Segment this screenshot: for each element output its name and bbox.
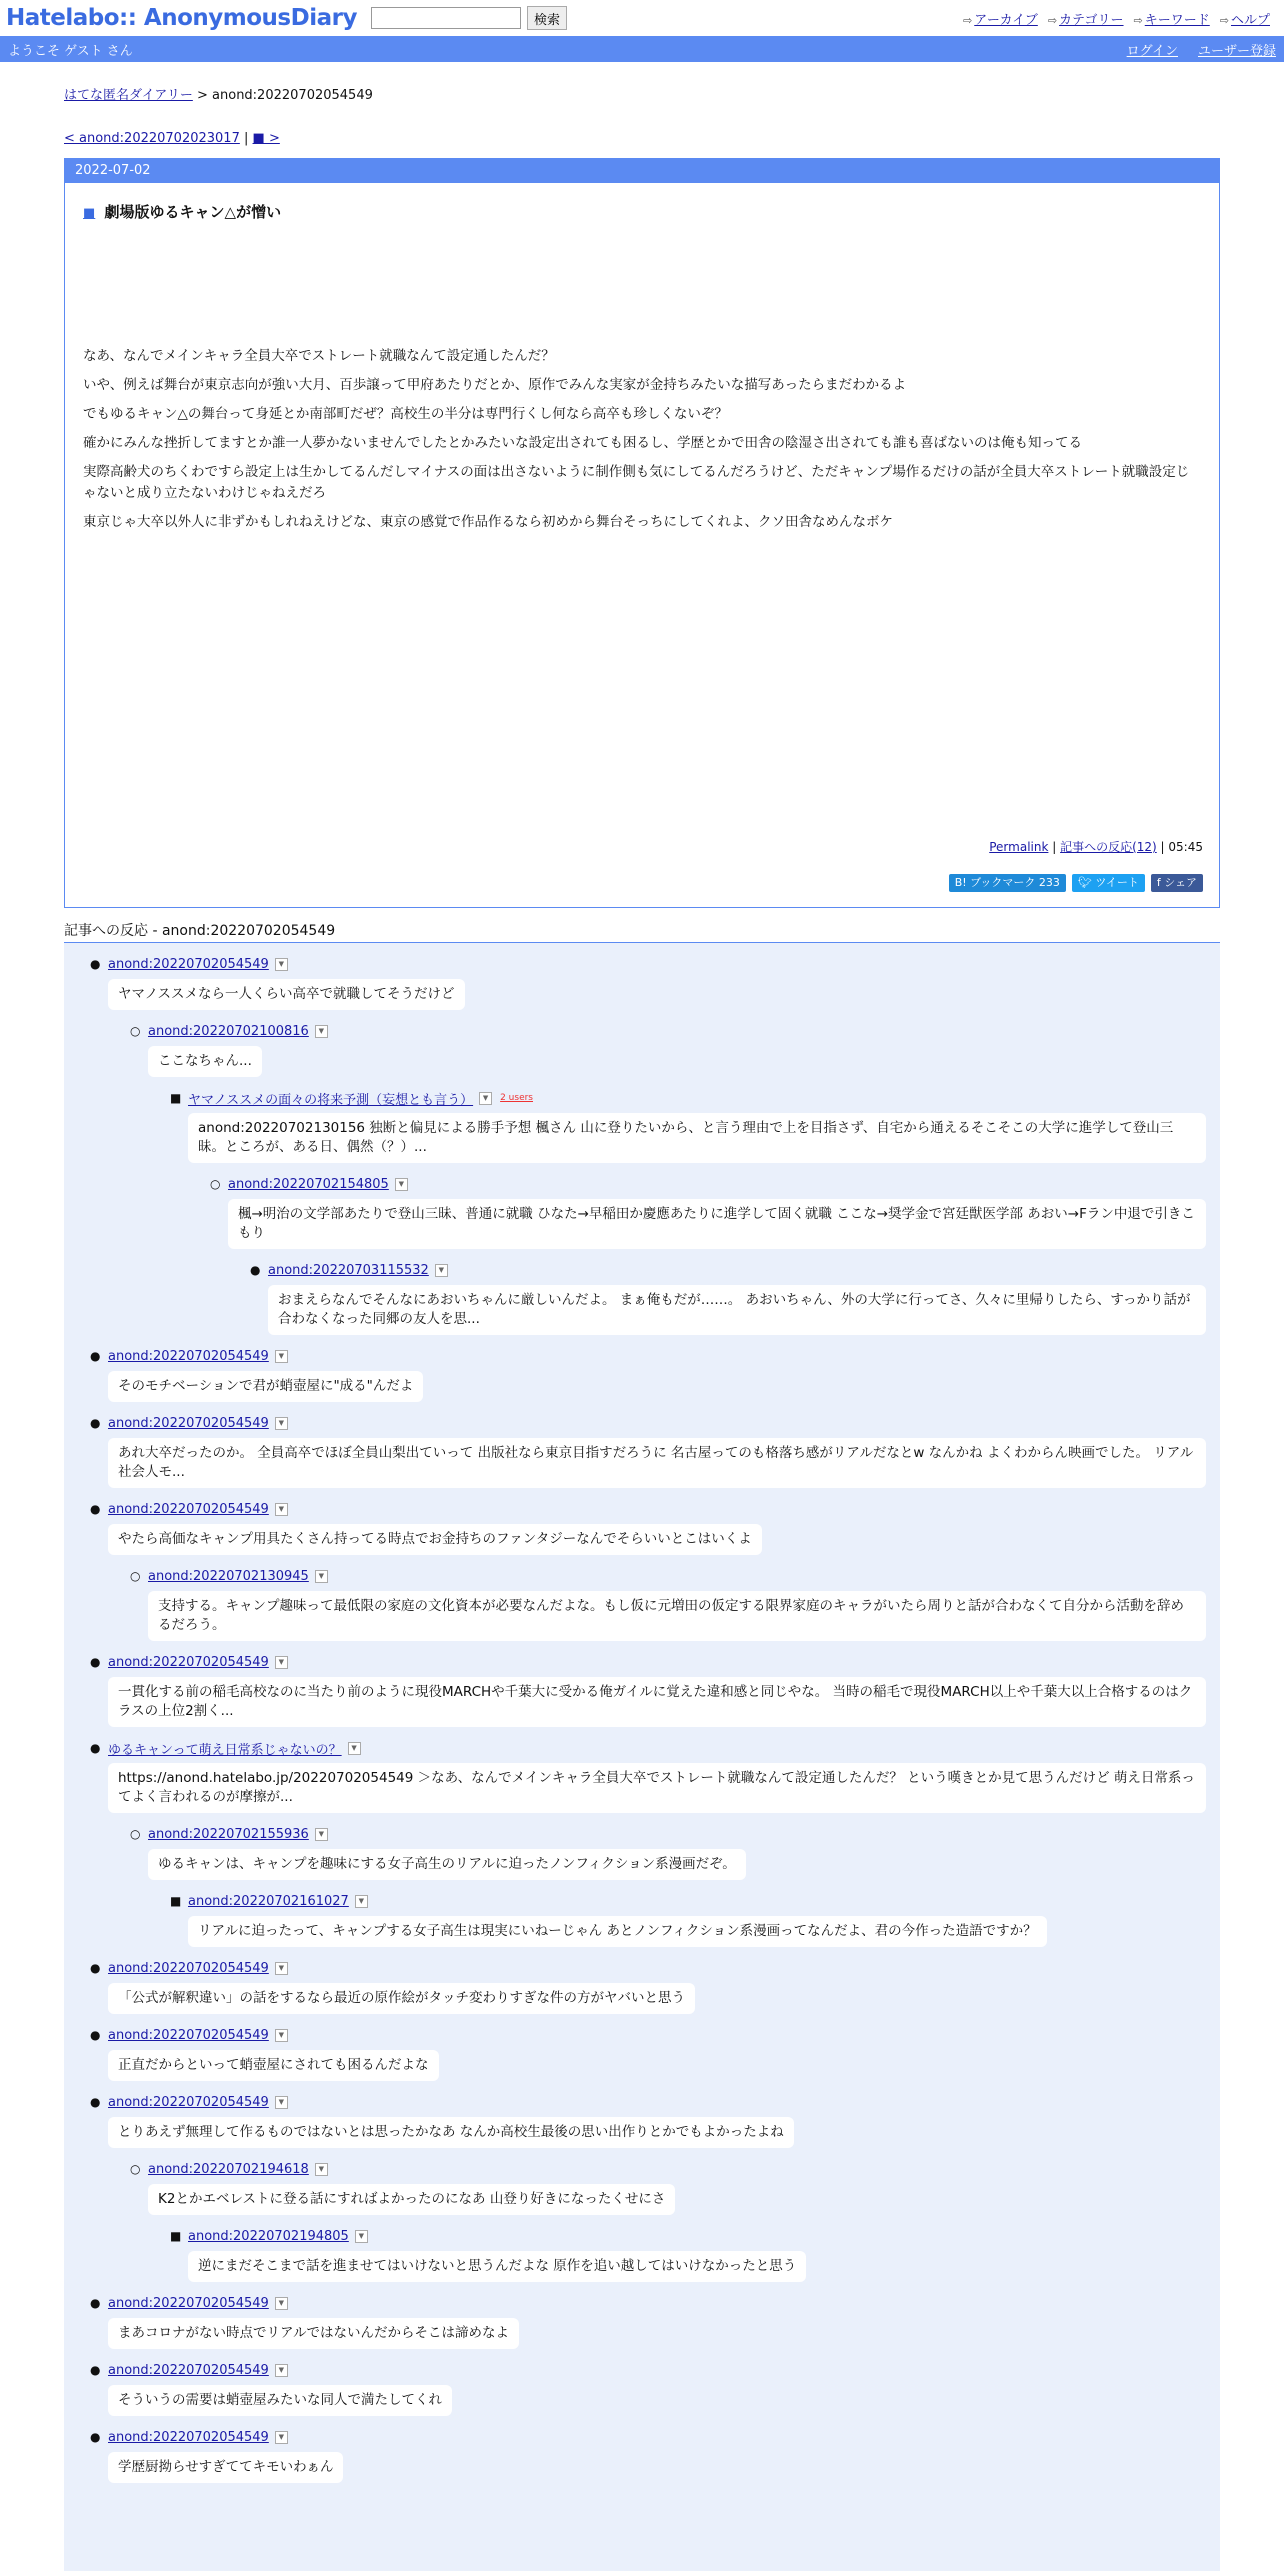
- bullet-icon: ○: [210, 1177, 221, 1191]
- reaction-link[interactable]: anond:20220702054549: [108, 2295, 269, 2311]
- main-content: [64, 84, 1220, 2571]
- bullet-icon: ○: [130, 2162, 141, 2176]
- bullet-icon: ○: [130, 1827, 141, 1841]
- entry-title-row: [83, 201, 1219, 222]
- reaction-excerpt: ヤマノススメなら一人くらい高卒で就職してそうだけど: [108, 979, 465, 1010]
- search-button[interactable]: 検索: [527, 6, 567, 30]
- bullet-icon: ●: [90, 1655, 101, 1669]
- chevron-down-icon[interactable]: ▼: [355, 1895, 368, 1908]
- reaction-link[interactable]: anond:20220702194805: [188, 2228, 349, 2244]
- reaction-item: [64, 1173, 1220, 1259]
- chevron-down-icon[interactable]: ▼: [275, 2029, 288, 2042]
- chevron-down-icon[interactable]: ▼: [275, 958, 288, 971]
- share-buttons: [949, 874, 1203, 892]
- entry-paragraph: でもゆるキャン△の舞台って身延とか南部町だぜ？高校生の半分は専門行くし何なら高卒も珍しくないぞ？: [83, 406, 728, 422]
- signup-link[interactable]: ユーザー登録: [1197, 43, 1276, 59]
- chevron-down-icon[interactable]: ▼: [435, 1264, 448, 1277]
- hatena-bookmark-button[interactable]: B! ブックマーク 233: [949, 874, 1066, 892]
- entry-paragraph: 東京じゃ大卒以外人に非ずかもしれねえけどな、東京の感覚で作品作るなら初めから舞台そっちにしてくれよ、クソ田舎なめんなボケ: [83, 514, 893, 530]
- category-link[interactable]: カテゴリー: [1059, 13, 1124, 28]
- bullet-icon: ●: [90, 2363, 101, 2377]
- entry-paragraph: 実際高齢犬のちくわですら設定上は生かしてるんだしマイナスの面は出さないように制作側も気にしてるんだろうけど、ただキャンプ場作るだけの話が全員大卒ストレート就職設定じゃないと成り立たないわけじゃねえだろ: [83, 464, 1190, 501]
- tweet-label: ツイート: [1095, 876, 1139, 889]
- chevron-down-icon[interactable]: ▼: [275, 2431, 288, 2444]
- bullet-icon: ○: [130, 1024, 141, 1038]
- bullet-icon: ●: [90, 2430, 101, 2444]
- chevron-down-icon[interactable]: ▼: [275, 1417, 288, 1430]
- reaction-link-row: [108, 2292, 1206, 2314]
- chevron-down-icon[interactable]: ▼: [275, 2297, 288, 2310]
- reaction-excerpt: K2とかエベレストに登る話にすればよかったのになあ 山登り好きになったくせにさ: [148, 2184, 675, 2215]
- reaction-link[interactable]: anond:20220702100816: [148, 1023, 309, 1039]
- arrow-icon: ⇨: [963, 14, 973, 27]
- reaction-excerpt: やたら高価なキャンプ用具たくさん持ってる時点でお金持ちのファンタジーなんでそらいいとこはいくよ: [108, 1524, 762, 1555]
- reaction-link[interactable]: anond:20220702154805: [228, 1176, 389, 1192]
- bullet-icon: ■: [170, 2229, 182, 2243]
- reaction-excerpt: ゆるキャンは、キャンプを趣味にする女子高生のリアルに迫ったノンフィクション系漫画だぞ。: [148, 1849, 746, 1880]
- chevron-down-icon[interactable]: ▼: [275, 2096, 288, 2109]
- bullet-icon: ■: [170, 1894, 182, 1908]
- entry-paragraph: なあ、なんでメインキャラ全員大卒でストレート就職なんて設定通したんだ？: [83, 348, 555, 364]
- header-links: [963, 9, 1270, 28]
- bullet-icon: ●: [90, 1502, 101, 1516]
- reaction-link-row: [108, 1651, 1206, 1673]
- entry-title: 劇場版ゆるキャン△が憎い: [104, 203, 282, 221]
- reaction-link-row: [188, 2225, 1206, 2247]
- reaction-link-row: [108, 1412, 1206, 1434]
- next-entry-link[interactable]: ■ >: [252, 131, 280, 146]
- entry-date: 2022-07-02: [65, 159, 1219, 183]
- chevron-down-icon[interactable]: ▼: [479, 1092, 492, 1105]
- arrow-icon: ⇨: [1133, 14, 1143, 27]
- reaction-excerpt: おまえらなんでそんなにあおいちゃんに厳しいんだよ。 まぁ俺もだが……。 あおいちゃん、外の大学に行ってさ、久々に里帰りしたら、すっかり話が合わなくなった同郷の友人を思...: [268, 1285, 1206, 1335]
- bullet-icon: ●: [90, 1961, 101, 1975]
- chevron-down-icon[interactable]: ▼: [348, 1742, 361, 1755]
- reaction-link[interactable]: anond:20220702194618: [148, 2161, 309, 2177]
- reaction-excerpt: 一貫化する前の稲毛高校なのに当たり前のように現役MARCHや千葉大に受かる俺ガイルに覚えた違和感と同じやな。 当時の稲毛で現役MARCH以上や千葉大以上合格するのはクラスの上位2割く...: [108, 1677, 1206, 1727]
- keyword-link[interactable]: キーワード: [1144, 13, 1210, 28]
- reaction-excerpt: 支持する。キャンプ趣味って最低限の家庭の文化資本が必要なんだよな。もし仮に元増田の仮定する限界家庭のキャラがいたら周りと話が合わなくて自分から活動を辞めるだろう。: [148, 1591, 1206, 1641]
- chevron-down-icon[interactable]: ▼: [315, 1828, 328, 1841]
- chevron-down-icon[interactable]: ▼: [275, 1503, 288, 1516]
- reaction-excerpt: 逆にまだそこまで話を進ませてはいけないと思うんだよな 原作を追い越してはいけなかったと思う: [188, 2251, 806, 2282]
- pager: [64, 131, 1220, 146]
- bullet-icon: ●: [250, 1263, 261, 1277]
- reaction-item: [64, 1957, 1220, 2024]
- user-bar: [0, 36, 1284, 62]
- bullet-icon: ○: [130, 1569, 141, 1583]
- entry-footer: Permalink | 記事への反応(12) | 05:45: [989, 840, 1203, 854]
- bullet-icon: ●: [90, 2028, 101, 2042]
- reaction-item: [64, 2024, 1220, 2091]
- chevron-down-icon[interactable]: ▼: [275, 2364, 288, 2377]
- bullet-icon: ●: [90, 957, 101, 971]
- reaction-excerpt: あれ大卒だったのか。 全員高卒でほぼ全員山梨出ていって 出版社なら東京目指すだろうに 名古屋ってのも格落ち感がリアルだなとw なんかね よくわからん映画でした。 リアル社会人モ...: [108, 1438, 1206, 1488]
- reaction-link-row: [148, 1020, 1206, 1042]
- reaction-link[interactable]: anond:20220702054549: [108, 2429, 269, 2445]
- reaction-excerpt: ここなちゃん...: [148, 1046, 262, 1077]
- reaction-item: [64, 1087, 1220, 1173]
- reactions-list: [64, 943, 1220, 2571]
- reaction-item: [64, 1020, 1220, 1087]
- breadcrumb: [64, 84, 1220, 103]
- bullet-icon: ●: [90, 1349, 101, 1363]
- reaction-link[interactable]: anond:20220703115532: [268, 1262, 429, 1278]
- reaction-link-row: [268, 1259, 1206, 1281]
- reaction-link-row: [108, 1345, 1206, 1367]
- arrow-icon: ⇨: [1047, 14, 1058, 27]
- reaction-link[interactable]: anond:20220702054549: [108, 2094, 269, 2110]
- reaction-item: [64, 1890, 1220, 1957]
- chevron-down-icon[interactable]: ▼: [395, 1178, 408, 1191]
- chevron-down-icon[interactable]: ▼: [315, 1570, 328, 1583]
- reaction-excerpt: 楓→明治の文学部あたりで登山三昧、普通に就職 ひなた→早稲田か慶應あたりに進学して固く就職 ここな→奨学金で宮廷獣医学部 あおい→Fラン中退で引きこもり: [228, 1199, 1206, 1249]
- reaction-item: [64, 1565, 1220, 1651]
- pager-separator: |: [244, 131, 249, 146]
- reaction-item: [64, 953, 1220, 1020]
- search-input[interactable]: [371, 7, 521, 29]
- tweet-button[interactable]: [1072, 874, 1145, 892]
- welcome-text: ようこそ ゲスト さん: [8, 43, 133, 59]
- reaction-item: [64, 1259, 1220, 1345]
- entry-box: [64, 158, 1220, 908]
- prev-entry-link[interactable]: < anond:20220702023017: [64, 131, 240, 146]
- reaction-link-row: [188, 1087, 1206, 1109]
- reactions-header: 記事への反応 - anond:20220702054549: [64, 920, 1220, 943]
- reaction-item: [64, 2359, 1220, 2426]
- reaction-item: [64, 1412, 1220, 1498]
- chevron-down-icon[interactable]: ▼: [315, 1025, 328, 1038]
- reaction-link[interactable]: anond:20220702130945: [148, 1568, 309, 1584]
- top-header: [0, 0, 1284, 36]
- reaction-item: [64, 1345, 1220, 1412]
- reaction-link-row: [228, 1173, 1206, 1195]
- share-label: シェア: [1164, 876, 1197, 889]
- facebook-icon: f: [1156, 876, 1165, 889]
- reaction-link-row: [108, 1957, 1206, 1979]
- chevron-down-icon[interactable]: ▼: [275, 1962, 288, 1975]
- reaction-link-row: [108, 2426, 1206, 2448]
- reaction-excerpt: anond:20220702130156 独断と偏見による勝手予想 楓さん 山に登りたいから、と言う理由で上を目指さず、自宅から通えるそこそこの大学に進学して登山三昧。ところが、ある日、偶然（？）...: [188, 1113, 1206, 1163]
- facebook-share-button[interactable]: [1151, 874, 1203, 892]
- reaction-link-row: [108, 1737, 1206, 1759]
- reaction-link-row: [148, 1823, 1206, 1845]
- reaction-excerpt: 「公式が解釈違い」の話をするなら最近の原作絵がタッチ変わりすぎな件の方がヤバいと思う: [108, 1983, 695, 2014]
- breadcrumb-root-link[interactable]: はてな匿名ダイアリー: [64, 88, 193, 103]
- entry-paragraph: 確かにみんな挫折してますとか誰一人夢かないませんでしたとかみたいな設定出されても困るし、学歴とかで田舎の陰湿さ出されても誰も喜ばないのは俺も知ってる: [83, 435, 1082, 451]
- reaction-excerpt: そのモチベーションで君が蛸壺屋に"成る"んだよ: [108, 1371, 423, 1402]
- reaction-item: [64, 2225, 1220, 2292]
- bullet-icon: ●: [90, 1416, 101, 1430]
- reaction-excerpt: とりあえず無理して作るものではないとは思ったかなあ なんか高校生最後の思い出作りとかでもよかったよね: [108, 2117, 794, 2148]
- reaction-link[interactable]: anond:20220702161027: [188, 1893, 349, 1909]
- archive-link[interactable]: アーカイブ: [974, 13, 1038, 28]
- reaction-link[interactable]: ヤマノススメの面々の将来予測（妄想とも言う）: [188, 1092, 474, 1108]
- reaction-excerpt: https://anond.hatelabo.jp/20220702054549 ＞なあ、なんでメインキャラ全員大卒でストレート就職なんて設定通したんだ？ という嘆きとか見て思うんだけど 萌え日常系ってよく言われるのが摩擦が...: [108, 1763, 1206, 1813]
- entry-time: 05:45: [1168, 840, 1203, 854]
- reaction-item: [64, 1498, 1220, 1565]
- bullet-icon: ●: [90, 2296, 101, 2310]
- reaction-excerpt: まあコロナがない時点でリアルではないんだからそこは諦めなよ: [108, 2318, 519, 2349]
- reaction-link-row: [108, 953, 1206, 975]
- reaction-link[interactable]: ゆるキャンって萌え日常系じゃないの？: [108, 1742, 342, 1758]
- reaction-excerpt: リアルに迫ったって、キャンプする女子高生は現実にいねーじゃん あとノンフィクション系漫画ってなんだよ、君の今作った造語ですか？: [188, 1916, 1047, 1947]
- help-link[interactable]: ヘルプ: [1230, 13, 1270, 28]
- twitter-icon: 🐦︎: [1077, 876, 1096, 889]
- reaction-item: [64, 2426, 1220, 2493]
- square-link[interactable]: ■: [83, 206, 96, 221]
- bullet-icon: ●: [90, 2095, 101, 2109]
- reaction-excerpt: 学歴厨拗らせすぎててキモいわぁん: [108, 2452, 343, 2483]
- reaction-excerpt: そういうの需要は蛸壺屋みたいな同人で満たしてくれ: [108, 2385, 452, 2416]
- reaction-link-row: [108, 1498, 1206, 1520]
- arrow-icon: ⇨: [1219, 14, 1229, 27]
- reaction-link[interactable]: anond:20220702054549: [108, 1960, 269, 1976]
- chevron-down-icon[interactable]: ▼: [275, 1656, 288, 1669]
- bullet-icon: ●: [90, 1741, 101, 1755]
- reaction-item: [64, 2292, 1220, 2359]
- entry-paragraph: いや、例えば舞台が東京志向が強い大月、百歩譲って甲府あたりだとか、原作でみんな実家が金持ちみたいな描写あったらまだわかるよ: [83, 377, 907, 393]
- reaction-link[interactable]: anond:20220702054549: [108, 956, 269, 972]
- breadcrumb-separator: >: [196, 88, 208, 103]
- reaction-item: [64, 1737, 1220, 1823]
- reaction-link-row: [148, 1565, 1206, 1587]
- reaction-link[interactable]: anond:20220702155936: [148, 1826, 309, 1842]
- entry-body: [83, 346, 1201, 533]
- chevron-down-icon[interactable]: ▼: [315, 2163, 328, 2176]
- reaction-item: [64, 2158, 1220, 2225]
- reaction-item: [64, 2091, 1220, 2158]
- reaction-link[interactable]: anond:20220702054549: [108, 2362, 269, 2378]
- reaction-link[interactable]: anond:20220702054549: [108, 1654, 269, 1670]
- reaction-excerpt: 正直だからといって蛸壺屋にされても困るんだよな: [108, 2050, 439, 2081]
- bullet-icon: ■: [170, 1091, 182, 1105]
- reaction-link[interactable]: anond:20220702054549: [108, 1415, 269, 1431]
- reaction-item: [64, 1651, 1220, 1737]
- reaction-item: [64, 1823, 1220, 1890]
- bookmark-users-count[interactable]: 2 users: [500, 1093, 533, 1103]
- reactions-link[interactable]: 記事への反応(12): [1060, 840, 1157, 854]
- breadcrumb-current: anond:20220702054549: [212, 88, 373, 103]
- reaction-link-row: [108, 2359, 1206, 2381]
- reaction-link[interactable]: anond:20220702054549: [108, 1501, 269, 1517]
- chevron-down-icon[interactable]: ▼: [275, 1350, 288, 1363]
- reaction-link-row: [108, 2024, 1206, 2046]
- reaction-link[interactable]: anond:20220702054549: [108, 2027, 269, 2043]
- chevron-down-icon[interactable]: ▼: [355, 2230, 368, 2243]
- permalink-link[interactable]: Permalink: [989, 840, 1049, 854]
- reaction-link[interactable]: anond:20220702054549: [108, 1348, 269, 1364]
- reaction-link-row: [188, 1890, 1206, 1912]
- reaction-link-row: [148, 2158, 1206, 2180]
- site-logo[interactable]: Hatelabo:: AnonymousDiary: [6, 5, 357, 31]
- reaction-link-row: [108, 2091, 1206, 2113]
- login-link[interactable]: ログイン: [1126, 43, 1178, 59]
